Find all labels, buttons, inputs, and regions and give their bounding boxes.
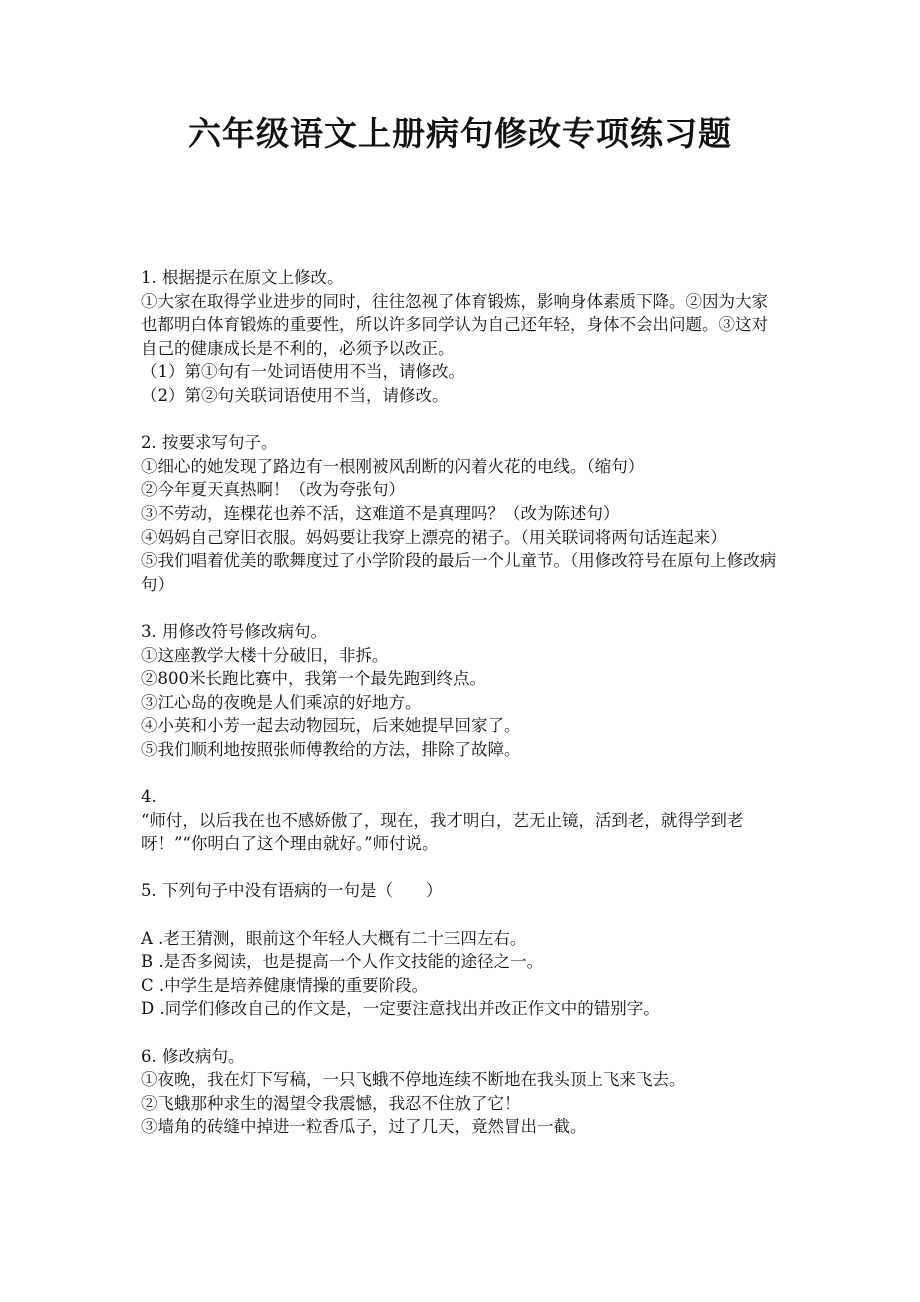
question-1-subitem-1: （1）第①句有一处词语使用不当，请修改。 <box>141 362 465 382</box>
question-4-passage: “师付，以后我在也不感娇傲了，现在，我才明白，艺无止镜，活到老，就得学到老呀！”“你明白了这个理由就好。”师付说。 <box>141 810 744 854</box>
question-4 <box>141 785 781 856</box>
question-2-item-3: ③不劳动，连棵花也养不活，这难道不是真理吗？（改为陈述句） <box>141 503 620 523</box>
question-5-options <box>141 927 781 1021</box>
question-1-subitem-2: （2）第②句关联词语使用不当，请修改。 <box>141 385 449 405</box>
question-3-item-4: ④小英和小芳一起去动物园玩，后来她提早回家了。 <box>141 716 521 736</box>
question-2-heading: 2. 按要求写句子。 <box>141 433 278 453</box>
question-1 <box>141 266 781 408</box>
question-3-item-3: ③江心岛的夜晚是人们乘凉的好地方。 <box>141 692 422 712</box>
page-title: 六年级语文上册病句修改专项练习题 <box>188 114 732 153</box>
question-6-item-1: ①夜晚，我在灯下写稿，一只飞蛾不停地连续不断地在我头顶上飞来飞去。 <box>141 1070 686 1090</box>
question-2-item-1: ①细心的她发现了路边有一根刚被风刮断的闪着火花的电线。（缩句） <box>141 456 645 476</box>
question-5-option-d: D .同学们修改自己的作文是，一定要注意找出并改正作文中的错别字。 <box>141 999 660 1019</box>
question-1-passage: ①大家在取得学业进步的同时，往往忽视了体育锻炼，影响身体素质下降。②因为大家也都明白体育锻炼的重要性，所以许多同学认为自己还年轻，身体不会出问题。③这对自己的健康成长是不利的，必须予以改正。 <box>141 291 768 358</box>
question-2-item-5: ⑤我们唱着优美的歌舞度过了小学阶段的最后一个儿童节。（用修改符号在原句上修改病句） <box>141 551 777 594</box>
question-2 <box>141 431 781 596</box>
question-5-option-b: B .是否多阅读，也是提高一个人作文技能的途径之一。 <box>141 952 544 972</box>
question-6 <box>141 1045 781 1139</box>
question-3-item-1: ①这座教学大楼十分破旧，非拆。 <box>141 645 389 665</box>
question-1-heading: 1. 根据提示在原文上修改。 <box>141 268 344 287</box>
question-5-heading: 5. 下列句子中没有语病的一句是（ ） <box>141 881 443 901</box>
question-6-item-3: ③墙角的砖缝中掉进一粒香瓜子，过了几天，竟然冒出一截。 <box>141 1117 587 1137</box>
question-5-option-a: A .老王猜测，眼前这个年轻人大概有二十三四左右。 <box>141 928 527 948</box>
question-6-heading: 6. 修改病句。 <box>141 1046 245 1066</box>
question-2-item-2: ②今年夏天真热啊！（改为夸张句） <box>141 480 405 500</box>
question-4-heading: 4. <box>141 787 157 807</box>
question-6-item-2: ②飞蛾那种求生的渴望令我震憾，我忍不住放了它！ <box>141 1093 521 1113</box>
question-3 <box>141 620 781 762</box>
question-3-item-5: ⑤我们顺利地按照张师傅教给的方法，排除了故障。 <box>141 739 521 759</box>
question-3-item-2: ②800米长跑比赛中，我第一个最先跑到终点。 <box>141 669 486 689</box>
document-body <box>141 266 781 1163</box>
question-5-option-c: C .中学生是培养健康情操的重要阶段。 <box>141 975 429 995</box>
question-5 <box>141 879 781 903</box>
question-3-heading: 3. 用修改符号修改病句。 <box>141 621 327 641</box>
question-2-item-4: ④妈妈自己穿旧衣服。妈妈要让我穿上漂亮的裙子。（用关联词将两句话连起来） <box>141 527 727 547</box>
